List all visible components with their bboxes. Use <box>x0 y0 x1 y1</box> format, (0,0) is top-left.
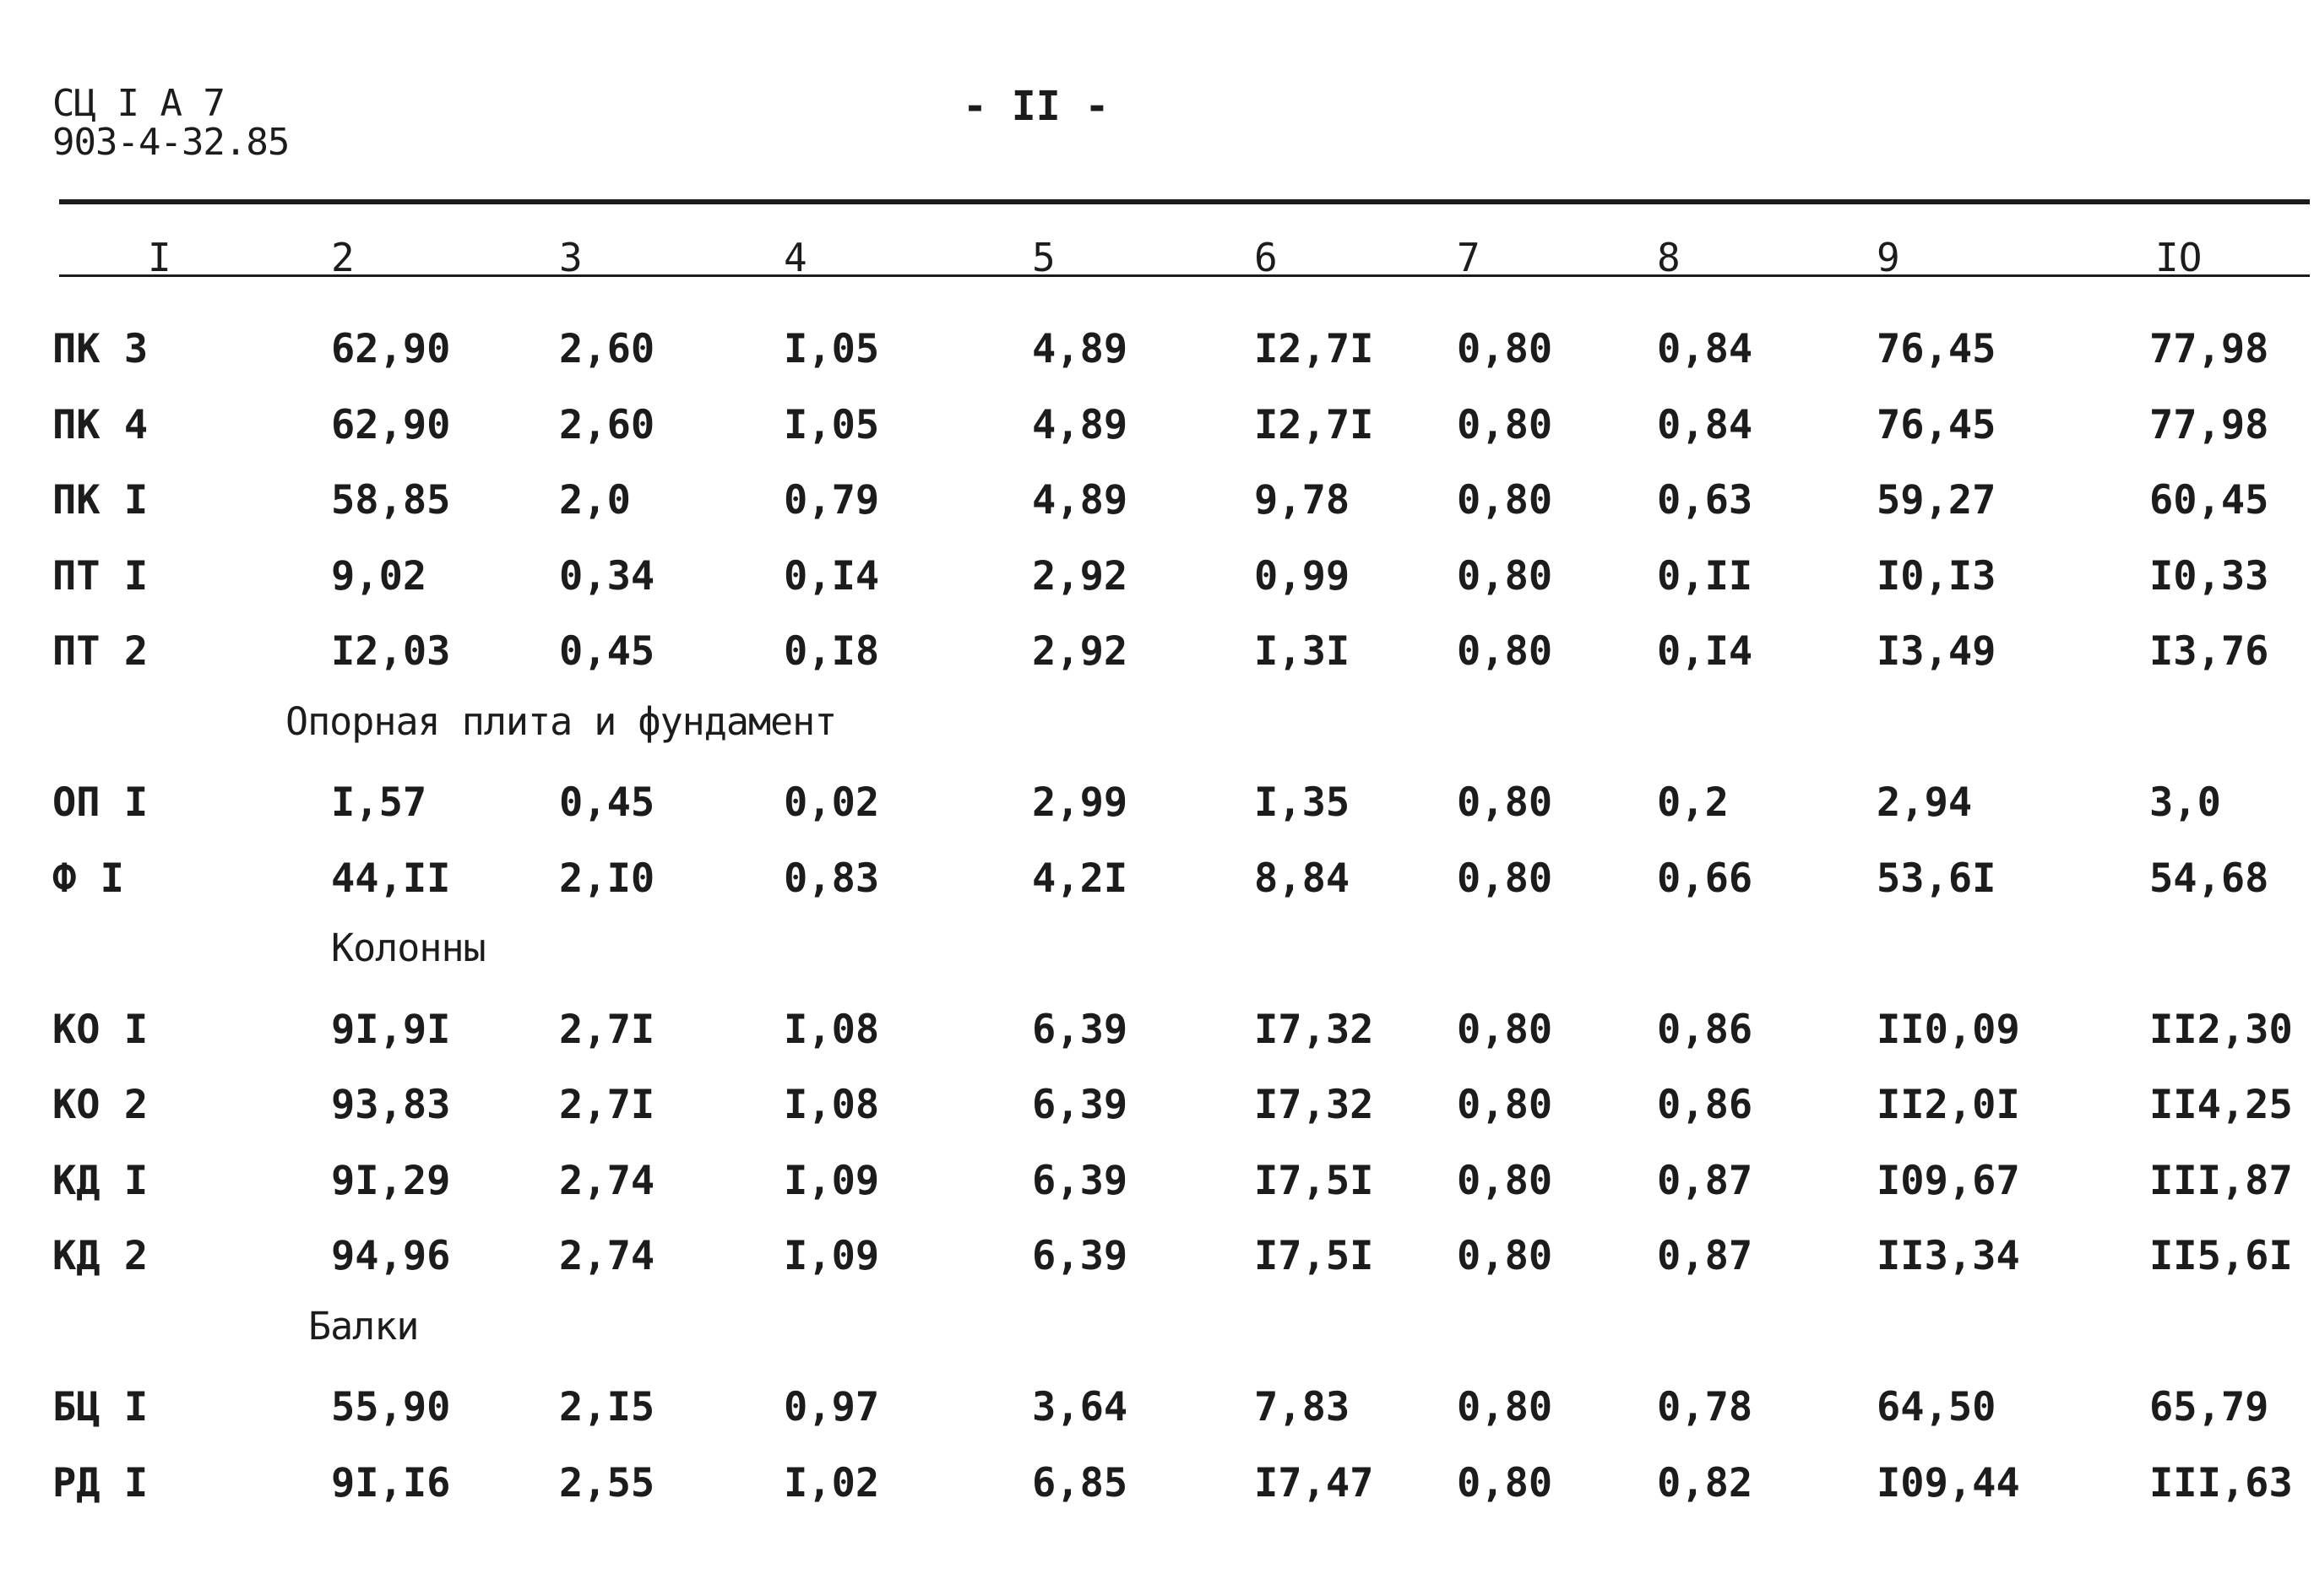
column-header-7: 7 <box>1457 235 1480 280</box>
table-cell: 0,80 <box>1457 1157 1553 1204</box>
table-cell: 0,34 <box>559 552 655 600</box>
table-cell: 0,83 <box>784 855 880 902</box>
row-label: ПК I <box>52 477 149 524</box>
table-cell: 7,83 <box>1254 1384 1350 1430</box>
column-header-5: 5 <box>1032 235 1056 280</box>
table-cell: I,08 <box>784 1006 880 1053</box>
table-cell: II4,25 <box>2149 1082 2293 1128</box>
table-cell: I2,7I <box>1254 401 1374 448</box>
table-cell: 0,80 <box>1457 1006 1553 1053</box>
table-cell: 2,92 <box>1032 628 1128 675</box>
table-cell: 2,60 <box>559 326 655 372</box>
column-header-10: IO <box>2155 235 2203 280</box>
table-cell: 0,80 <box>1457 401 1553 448</box>
table-cell: 2,I0 <box>559 855 655 902</box>
row-label: КД 2 <box>52 1233 149 1279</box>
table-cell: 0,87 <box>1657 1233 1753 1279</box>
table-cell: I,3I <box>1254 628 1350 675</box>
table-cell: I3,76 <box>2149 628 2269 675</box>
table-cell: 9,78 <box>1254 477 1350 524</box>
table-cell: 9I,9I <box>331 1006 451 1053</box>
section-heading-text: Колонны <box>331 926 486 970</box>
table-cell: 76,45 <box>1877 326 1996 372</box>
table-cell: 2,94 <box>1877 779 1973 826</box>
table-cell: I,57 <box>331 779 427 826</box>
table-cell: 0,66 <box>1657 855 1753 902</box>
table-cell: I,02 <box>784 1459 880 1506</box>
row-label: ПК 3 <box>52 326 149 372</box>
table-cell: 0,82 <box>1657 1459 1753 1506</box>
table-cell: 4,89 <box>1032 477 1128 524</box>
table-cell: 77,98 <box>2149 326 2269 372</box>
table-cell: 0,80 <box>1457 1384 1553 1430</box>
table-cell: 3,0 <box>2149 779 2221 826</box>
table-cell: 0,78 <box>1657 1384 1753 1430</box>
table-cell: I0,I3 <box>1877 552 1996 600</box>
table-cell: 0,99 <box>1254 552 1350 600</box>
table-cell: 77,98 <box>2149 401 2269 448</box>
table-cell: I2,03 <box>331 628 451 675</box>
table-cell: 0,80 <box>1457 1082 1553 1128</box>
table-cell: 9I,29 <box>331 1157 451 1204</box>
table-cell: I7,5I <box>1254 1233 1374 1279</box>
table-cell: 0,80 <box>1457 1459 1553 1506</box>
column-header-4: 4 <box>784 235 807 280</box>
table-cell: 9,02 <box>331 552 427 600</box>
row-label: БЦ I <box>52 1384 149 1430</box>
table-cell: 0,80 <box>1457 1233 1553 1279</box>
table-cell: I09,67 <box>1877 1157 2020 1204</box>
table-cell: 6,39 <box>1032 1233 1128 1279</box>
table-cell: 0,02 <box>784 779 880 826</box>
column-header-8: 8 <box>1657 235 1681 280</box>
table-cell: 6,85 <box>1032 1459 1128 1506</box>
table-cell: 0,45 <box>559 779 655 826</box>
table-cell: I0,33 <box>2149 552 2269 600</box>
table-cell: 58,85 <box>331 477 451 524</box>
table-cell: 0,86 <box>1657 1082 1753 1128</box>
table-cell: 0,86 <box>1657 1006 1753 1053</box>
row-label: КО I <box>52 1006 149 1053</box>
table-cell: 0,84 <box>1657 401 1753 448</box>
table-cell: 6,39 <box>1032 1006 1128 1053</box>
table-cell: 0,45 <box>559 628 655 675</box>
table-cell: 62,90 <box>331 401 451 448</box>
table-cell: 0,63 <box>1657 477 1753 524</box>
section-heading-text: Опорная плита и фундамент <box>285 698 837 744</box>
table-cell: II3,34 <box>1877 1233 2020 1279</box>
table-cell: I,09 <box>784 1157 880 1204</box>
table-cell: I7,32 <box>1254 1006 1374 1053</box>
table-cell: II0,09 <box>1877 1006 2020 1053</box>
row-label: КО 2 <box>52 1082 149 1128</box>
table-cell: 62,90 <box>331 326 451 372</box>
table-cell: 2,55 <box>559 1459 655 1506</box>
table-cell: I,35 <box>1254 779 1350 826</box>
table-cell: 0,I8 <box>784 628 880 675</box>
table-cell: I,09 <box>784 1233 880 1279</box>
table-cell: I7,47 <box>1254 1459 1374 1506</box>
table-cell: 0,84 <box>1657 326 1753 372</box>
table-cell: 6,39 <box>1032 1082 1128 1128</box>
document-code-line1: СЦ I А 7 <box>52 82 225 125</box>
row-label: КД I <box>52 1157 149 1204</box>
table-cell: 0,80 <box>1457 552 1553 600</box>
table-cell: I7,5I <box>1254 1157 1374 1204</box>
table-cell: 6,39 <box>1032 1157 1128 1204</box>
table-cell: 94,96 <box>331 1233 451 1279</box>
table-cell: II5,6I <box>2149 1233 2293 1279</box>
table-cell: I7,32 <box>1254 1082 1374 1128</box>
page-number: - II - <box>963 83 1110 130</box>
table-cell: 0,80 <box>1457 779 1553 826</box>
table-cell: 2,7I <box>559 1006 655 1053</box>
table-cell: 0,87 <box>1657 1157 1753 1204</box>
row-label: РД I <box>52 1459 149 1506</box>
table-cell: 9I,I6 <box>331 1459 451 1506</box>
table-cell: 2,92 <box>1032 552 1128 600</box>
table-cell: 93,83 <box>331 1082 451 1128</box>
row-label: Ф I <box>52 855 124 902</box>
table-cell: I,05 <box>784 401 880 448</box>
column-header-3: 3 <box>559 235 583 280</box>
column-header-6: 6 <box>1254 235 1278 280</box>
table-cell: 54,68 <box>2149 855 2269 902</box>
document-code <box>52 84 289 162</box>
table-cell: 0,80 <box>1457 628 1553 675</box>
table-cell: 2,99 <box>1032 779 1128 826</box>
column-header-2: 2 <box>331 235 355 280</box>
row-label: ПТ 2 <box>52 628 149 675</box>
table-cell: I3,49 <box>1877 628 1996 675</box>
table-cell: III,87 <box>2149 1157 2293 1204</box>
row-label: ОП I <box>52 779 149 826</box>
table-cell: 53,6I <box>1877 855 1996 902</box>
table-header-rule <box>59 274 2310 277</box>
table-cell: 4,89 <box>1032 326 1128 372</box>
table-cell: 2,60 <box>559 401 655 448</box>
table-cell: I09,44 <box>1877 1459 2020 1506</box>
column-header-1: I <box>148 235 171 280</box>
table-cell: III,63 <box>2149 1459 2293 1506</box>
table-cell: II2,30 <box>2149 1006 2293 1053</box>
table-cell: 0,79 <box>784 477 880 524</box>
table-cell: 59,27 <box>1877 477 1996 524</box>
table-cell: 2,I5 <box>559 1384 655 1430</box>
table-cell: 65,79 <box>2149 1384 2269 1430</box>
table-cell: 2,7I <box>559 1082 655 1128</box>
table-cell: I,08 <box>784 1082 880 1128</box>
table-cell: 2,74 <box>559 1157 655 1204</box>
table-cell: 4,2I <box>1032 855 1128 902</box>
row-label: ПТ I <box>52 552 149 600</box>
table-cell: I,05 <box>784 326 880 372</box>
column-header-9: 9 <box>1877 235 1900 280</box>
table-cell: 0,2 <box>1657 779 1729 826</box>
table-cell: II2,0I <box>1877 1082 2020 1128</box>
table-cell: 0,80 <box>1457 477 1553 524</box>
section-heading-text: Балки <box>308 1303 419 1349</box>
table-cell: I2,7I <box>1254 326 1374 372</box>
table-cell: 76,45 <box>1877 401 1996 448</box>
table-cell: 0,II <box>1657 552 1753 600</box>
table-cell: 44,II <box>331 855 451 902</box>
table-top-rule <box>59 199 2310 204</box>
table-cell: 0,I4 <box>1657 628 1753 675</box>
table-cell: 2,0 <box>559 477 631 524</box>
table-cell: 8,84 <box>1254 855 1350 902</box>
table-cell: 3,64 <box>1032 1384 1128 1430</box>
table-cell: 64,50 <box>1877 1384 1996 1430</box>
table-cell: 55,90 <box>331 1384 451 1430</box>
table-cell: 0,80 <box>1457 855 1553 902</box>
table-cell: 60,45 <box>2149 477 2269 524</box>
table-cell: 0,I4 <box>784 552 880 600</box>
table-cell: 2,74 <box>559 1233 655 1279</box>
row-label: ПК 4 <box>52 401 149 448</box>
table-cell: 4,89 <box>1032 401 1128 448</box>
table-cell: 0,80 <box>1457 326 1553 372</box>
document-code-line2: 903-4-32.85 <box>52 121 290 164</box>
table-cell: 0,97 <box>784 1384 880 1430</box>
